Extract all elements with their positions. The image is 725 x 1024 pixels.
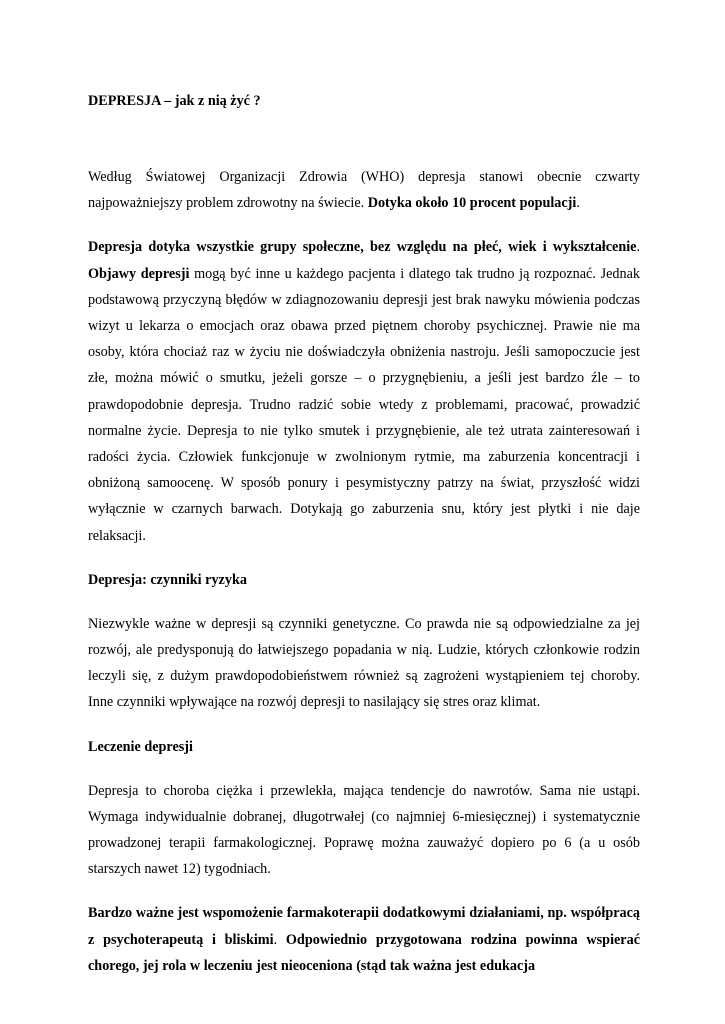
intro-text: Według Światowej Organizacji Zdrowia (WHO) depresja stanowi obecnie czwarty najpoważniejszy problem zdrowotny na świecie. (88, 169, 640, 212)
intro-bold: Dotyka około 10 procent populacji (367, 195, 577, 212)
symptoms-paragraph (88, 234, 640, 548)
symptoms-separator: . (636, 239, 640, 256)
intro-paragraph (88, 164, 640, 216)
document-title: DEPRESJA – jak z nią żyć ? (88, 93, 261, 109)
symptoms-bold-lead: Depresja dotyka wszystkie grupy społeczne, bez względu na płeć, wiek i wykształcenie (88, 239, 637, 256)
support-bold-family: Odpowiednio przygotowana rodzina powinna wspierać chorego, jej rola w leczeniu jest nieoceniona (stąd tak ważna jest edukacja (88, 931, 640, 974)
symptoms-bold-term: Objawy depresji (88, 265, 190, 282)
support-bold-lead: Bardzo ważne jest wspomożenie farmakoterapii dodatkowymi działaniami, np. współpracą z psychoterapeutą i bliskimi (88, 905, 640, 948)
symptoms-text: mogą być inne u każdego pacjenta i dlatego tak trudno ją rozpoznać. Jednak podstawową przyczyną błędów w zdiagnozowaniu depresji jest brak nawyku mówienia podczas wizyt u lekarza o emocjach oraz obawa przed piętnem choroby psychicznej. Prawie nie ma osoby, która chociaż raz w życiu nie doświadczyła obniżenia nastroju. Jeśli samopoczucie jest złe, można mówić o smutku, jeżeli gorsze – o przygnębieniu, a jeśli jest bardzo źle – to prawdopodobnie depresja. Trudno radzić sobie wtedy z problemami, pracować, prowadzić normalne życie. Depresja to nie tylko smutek i przygnębienie, ale też utrata zainteresowań i radości życia. Człowiek funkcjonuje w zwolnionym rytmie, ma zaburzenia koncentracji i obniżoną samoocenę. W sposób ponury i pesymistyczny patrzy na świat, przyszłość widzi wyłącznie w czarnych barwach. Dotykają go zaburzenia snu, który jest płytki i nie daje relaksacji. (88, 265, 640, 544)
treatment-paragraph: Depresja to choroba ciężka i przewlekła, mająca tendencje do nawrotów. Sama nie ustąpi. Wymaga indywidualnie dobranej, długotrwałej (co najmniej 6-miesięcznej) i systematycznie prowadzonej terapii farmakologicznej. Poprawę można zauważyć dopiero po 6 (a u osób starszych nawet 12) tygodniach. (88, 782, 640, 878)
intro-text-end: . (576, 195, 580, 212)
risk-heading: Depresja: czynniki ryzyka (88, 571, 247, 588)
support-paragraph (88, 900, 640, 979)
document-page (88, 88, 640, 997)
treatment-heading: Leczenie depresji (88, 738, 193, 755)
support-separator: . (273, 931, 286, 948)
risk-paragraph: Niezwykle ważne w depresji są czynniki genetyczne. Co prawda nie są odpowiedzialne za jej rozwój, ale predysponują do łatwiejszego popadania w nią. Ludzie, których członkowie rodzin leczyli się, z dużym prawdopodobieństwem również są zagrożeni wystąpieniem tej choroby. Inne czynniki wpływające na rozwój depresji to nasilający się stres oraz klimat. (88, 615, 640, 711)
